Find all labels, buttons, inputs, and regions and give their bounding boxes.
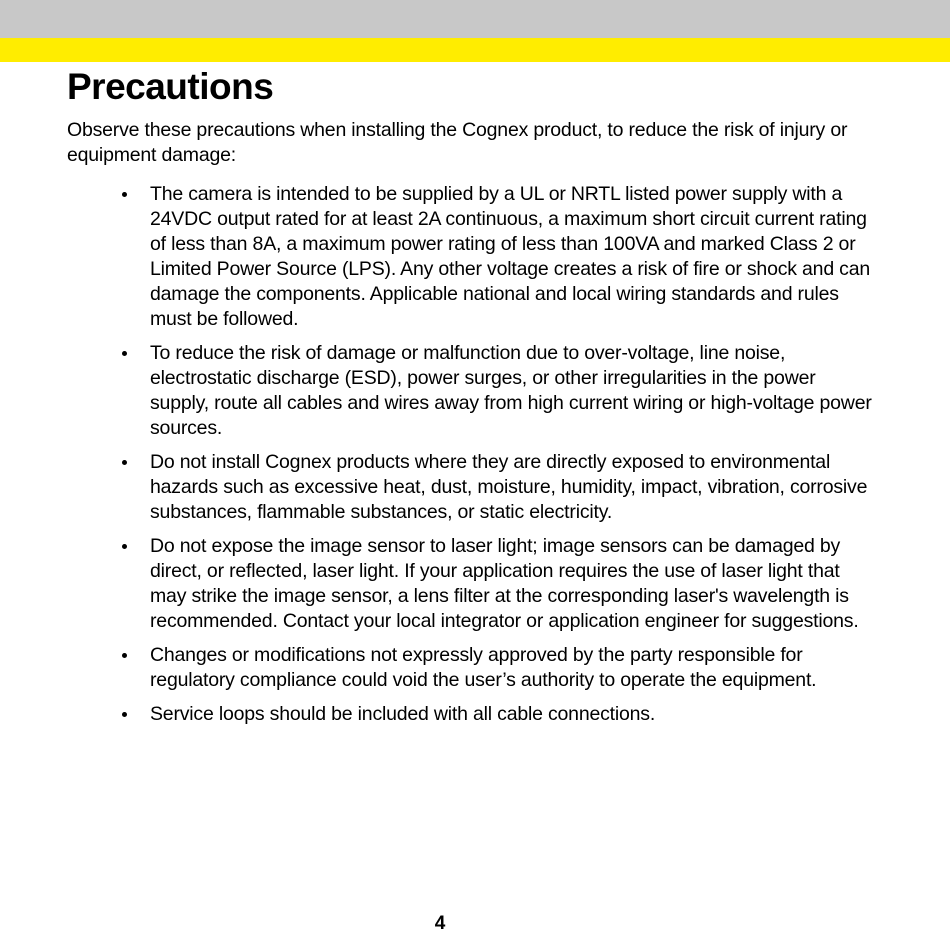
bullet-icon [122, 544, 127, 549]
list-item-text: Changes or modifications not expressly approved by the party responsible for regulatory compliance could void the user’s authority to operate the equipment. [150, 644, 817, 691]
list-item [116, 182, 876, 332]
intro-paragraph: Observe these precautions when installing the Cognex product, to reduce the risk of injury or equipment damage: [67, 119, 848, 166]
bullet-icon [122, 351, 127, 356]
page-number: 4 [434, 913, 446, 934]
list-item [116, 643, 876, 693]
list-item [116, 702, 876, 727]
list-item-text: To reduce the risk of damage or malfunction due to over-voltage, line noise, electrostatic discharge (ESD), power surges, or other irregularities in the power supply, route all cables and wires away from high current wiring or high-voltage power sources. [150, 342, 872, 439]
precautions-list [116, 182, 876, 736]
bullet-icon [122, 653, 127, 658]
header-yellow-band [0, 38, 950, 62]
bullet-icon [122, 460, 127, 465]
list-item-text: The camera is intended to be supplied by a UL or NRTL listed power supply with a 24VDC output rated for at least 2A continuous, a maximum short circuit current rating of less than 8A, a maximum power rating of less than 100VA and marked Class 2 or Limited Power Source (LPS). Any other voltage creates a risk of fire or shock and can damage the components. Applicable national and local wiring standards and rules must be followed. [150, 183, 871, 330]
list-item [116, 450, 876, 525]
list-item-text: Do not expose the image sensor to laser light; image sensors can be damaged by direct, or reflected, laser light. If your application requires the use of laser light that may strike the image sensor, a lens filter at the corresponding laser's wavelength is recommended. Contact your local integrator or application engineer for suggestions. [150, 535, 859, 632]
list-item [116, 534, 876, 634]
header-gray-band [0, 0, 950, 38]
list-item-text: Do not install Cognex products where they are directly exposed to environmental hazards such as excessive heat, dust, moisture, humidity, impact, vibration, corrosive substances, flammable substances, or static electricity. [150, 451, 868, 523]
bullet-icon [122, 712, 127, 717]
list-item [116, 341, 876, 441]
list-item-text: Service loops should be included with all cable connections. [150, 703, 656, 725]
page-title: Precautions [67, 66, 274, 107]
bullet-icon [122, 192, 127, 197]
